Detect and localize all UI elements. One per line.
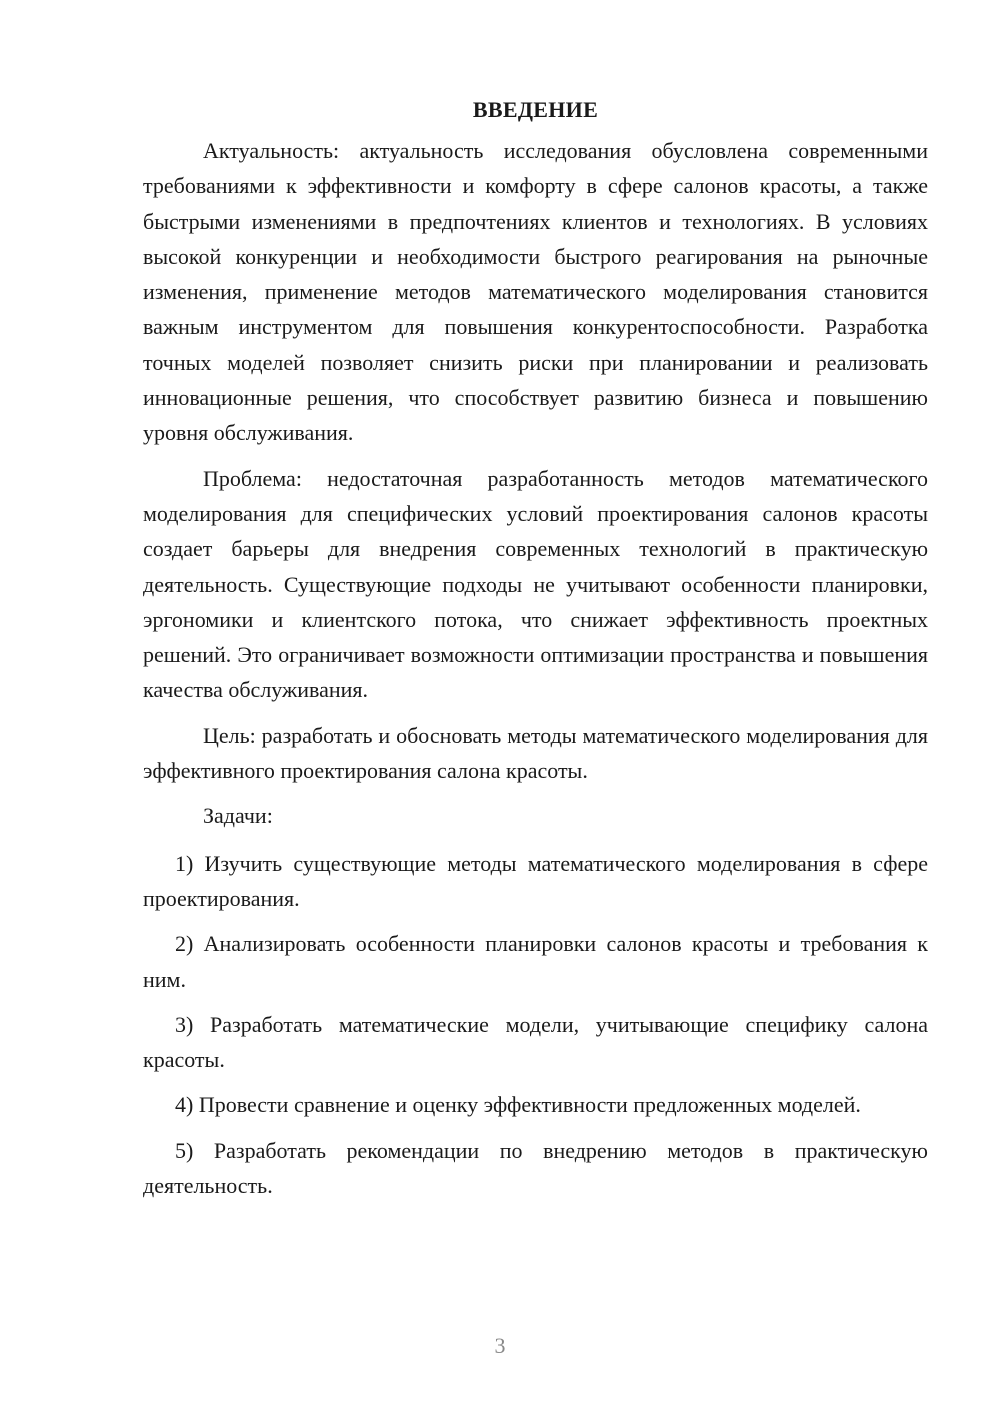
task-item: 3) Разработать математические модели, учитывающие специфику салона красоты.	[143, 1011, 928, 1073]
page-content	[143, 92, 928, 1213]
goal-paragraph: Цель: разработать и обосновать методы математического моделирования для эффективного проектирования салона красоты.	[143, 722, 928, 784]
tasks-label: Задачи:	[203, 803, 273, 829]
relevance-paragraph: Актуальность: актуальность исследования обусловлена современными требованиями к эффективности и комфорту в сфере салонов красоты, а также быстрыми изменениями в предпочтениях клиентов и технологиях. В условиях высокой конкуренции и необходимости быстрого реагирования на рыночные изменения, применение методов математического моделирования становится важным инструментом для повышения конкурентоспособности. Разработка точных моделей позволяет снизить риски при планировании и реализовать инновационные решения, что способствует развитию бизнеса и повышению уровня обслуживания.	[143, 138, 928, 446]
page-number: 3	[494, 1333, 506, 1358]
problem-paragraph: Проблема: недостаточная разработанность методов математического моделирования для специфических условий проектирования салонов красоты создает барьеры для внедрения современных технологий в практическую деятельность. Существующие подходы не учитывают особенности планировки, эргономики и клиентского потока, что снижает эффективность проектных решений. Это ограничивает возможности оптимизации пространства и повышения качества обслуживания.	[143, 465, 928, 703]
section-title: ВВЕДЕНИЕ	[472, 97, 599, 122]
tasks-list	[143, 846, 928, 1204]
task-item: 5) Разработать рекомендации по внедрению методов в практическую деятельность.	[143, 1137, 928, 1199]
task-item: 4) Провести сравнение и оценку эффективности предложенных моделей.	[175, 1092, 861, 1118]
task-item: 1) Изучить существующие методы математического моделирования в сфере проектирования.	[143, 850, 928, 911]
task-item: 2) Анализировать особенности планировки салонов красоты и требования к ним.	[143, 931, 928, 992]
